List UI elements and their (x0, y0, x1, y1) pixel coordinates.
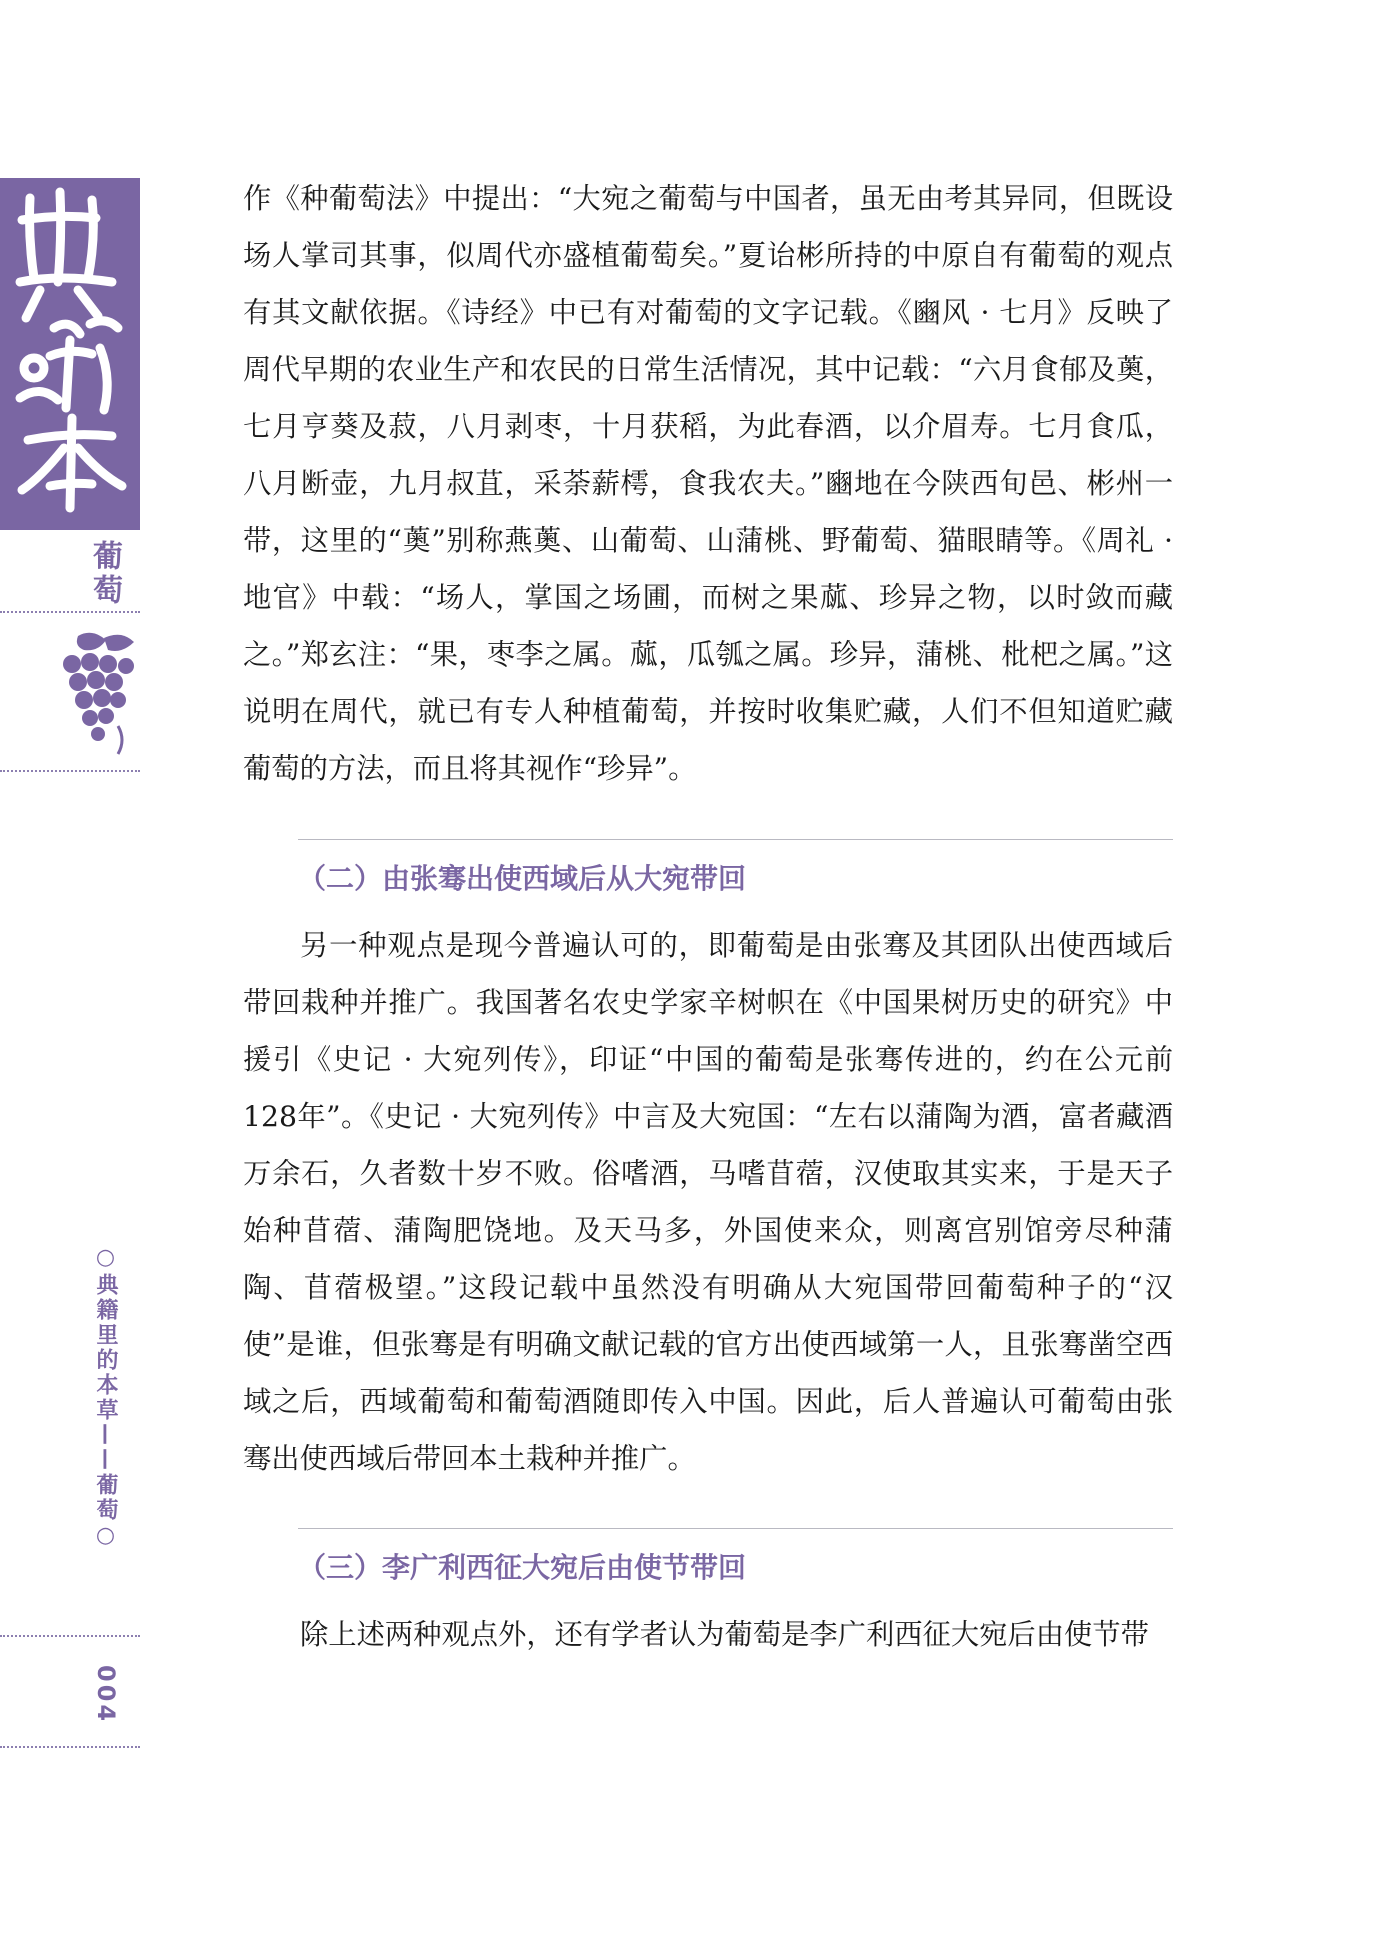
paragraph-zhang-qian: 另一种观点是现今普遍认可的，即葡萄是由张骞及其团队出使西域后带回栽种并推广。我国著名农史学家辛树帜在《中国果树历史的研究》中援引《史记 · 大宛列传》，印证“中国的葡萄是张骞传进的，约在公元前128年”。《史记 · 大宛列传》中言及大宛国：“左右以蒲陶为酒，富者藏酒万余石，久者数十岁不败。俗嗜酒，马嗜苜蓿，汉使取其实来，于是天子始种苜蓿、蒲陶肥饶地。及天马多，外国使来众，则离宫别馆旁尽种蒲陶、苜蓿极望。”这段记载中虽然没有明确从大宛国带回葡萄种子的“汉使”是谁，但张骞是有明确文献记载的官方出使西域第一人，且张骞凿空西域之后，西域葡萄和葡萄酒随即传入中国。因此，后人普遍认可葡萄由张骞出使西域后带回本土栽种并推广。 (243, 929, 1173, 1475)
book-subject-title: 葡萄 (87, 540, 122, 608)
sidebar-divider-page-bottom (0, 1746, 140, 1748)
sidebar-divider-top (0, 611, 140, 613)
section-heading-2: （二）由张骞出使西域后从大宛带回 (298, 862, 747, 895)
section-heading-3: （三）李广利西征大宛后由使节带回 (298, 1551, 747, 1584)
grape-cluster-icon (48, 630, 144, 760)
calligraphy-title-logo (0, 178, 140, 530)
sidebar-divider-page-top (0, 1635, 140, 1637)
section-divider (298, 1528, 1173, 1529)
page-number: 004 (92, 1665, 120, 1725)
sidebar-divider-middle (0, 770, 140, 772)
running-head: ○典籍里的本草——葡萄○ (93, 1245, 118, 1551)
paragraph-li-guangli: 除上述两种观点外，还有学者认为葡萄是李广利西征大宛后由使节带 (300, 1618, 1149, 1651)
paragraph-zhou-dynasty: 作《种葡萄法》中提出：“大宛之葡萄与中国者，虽无由考其异同，但既设场人掌司其事，似周代亦盛植葡萄矣。”夏诒彬所持的中原自有葡萄的观点有其文献依据。《诗经》中已有对葡萄的文字记载。《豳风 · 七月》反映了周代早期的农业生产和农民的日常生活情况，其中记载：“六月食郁及薁，七月亨葵及菽，八月剥枣，十月获稻，为此春酒，以介眉寿。七月食瓜，八月断壶，九月叔苴，采荼薪樗，食我农夫。”豳地在今陕西旬邑、彬州一带，这里的“薁”别称燕薁、山葡萄、山蒲桃、野葡萄、猫眼睛等。《周礼 · 地官》中载：“场人，掌国之场圃，而树之果蓏、珍异之物，以时敛而藏之。”郑玄注：“果，枣李之属。蓏，瓜瓠之属。珍异，蒲桃、枇杷之属。”这说明在周代，就已有专人种植葡萄，并按时收集贮藏，人们不但知道贮藏葡萄的方法，而且将其视作“珍异”。 (243, 182, 1173, 785)
main-text-column (243, 170, 1173, 1663)
section-divider (298, 839, 1173, 840)
